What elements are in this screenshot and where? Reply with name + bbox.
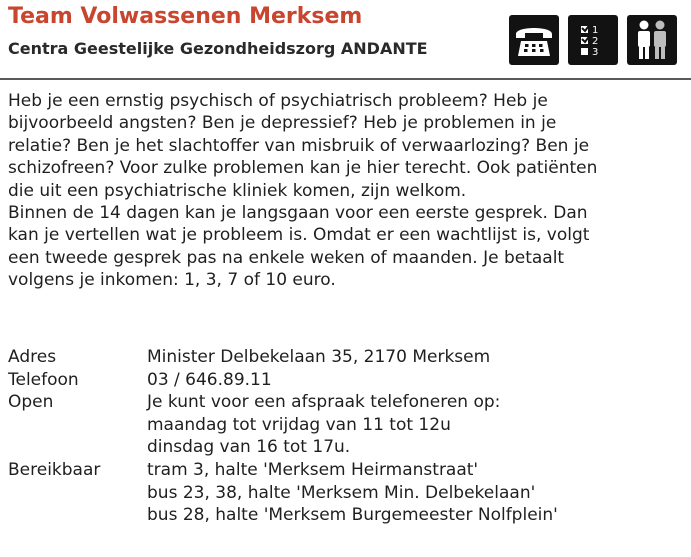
transport-line: bus 23, 38, halte 'Merksem Min. Delbekelaan' <box>147 482 536 503</box>
telephone-icon <box>509 15 559 65</box>
checklist-label-2: 2 <box>592 36 599 47</box>
phone-value: 03 / 646.89.11 <box>147 369 272 390</box>
description-line: die uit een psychiatrische kliniek komen, zijn welkom. <box>8 180 467 201</box>
description-line: Binnen de 14 dagen kan je langsgaan voor een eerste gesprek. Dan <box>8 203 588 224</box>
checklist-label-3: 3 <box>592 47 599 58</box>
transport-label: Bereikbaar <box>8 459 101 480</box>
hours-line: dinsdag van 16 tot 17u. <box>147 437 351 458</box>
page-title: Team Volwassenen Merksem <box>8 4 363 29</box>
description-line: kan je vertellen wat je probleem is. Omdat er een wachtlijst is, volgt <box>8 225 590 246</box>
description-line: bijvoorbeeld angsten? Ben je depressief? Heb je problemen in je <box>8 113 557 134</box>
description <box>8 90 648 292</box>
hours-line: Je kunt voor een afspraak telefoneren op: <box>147 392 501 413</box>
address-value: Minister Delbekelaan 35, 2170 Merksem <box>147 347 491 367</box>
icon-bar <box>509 15 677 65</box>
checklist-label-1: 1 <box>592 25 599 36</box>
description-line: een tweede gesprek pas na enkele weken of maanden. Je betaalt <box>8 247 565 268</box>
people-icon <box>627 15 677 65</box>
header-divider <box>0 78 691 80</box>
transport-line: tram 3, halte 'Merksem Heirmanstraat' <box>147 459 479 480</box>
phone-label: Telefoon <box>8 369 79 390</box>
transport-line: bus 28, halte 'Merksem Burgemeester Nolfplein' <box>147 505 558 526</box>
description-line: relatie? Ben je het slachtoffer van misbruik of verwaarlozing? Ben je <box>8 135 590 156</box>
address-label: Adres <box>8 347 57 367</box>
organization-subtitle: Centra Geestelijke Gezondheidszorg ANDANTE <box>8 39 428 58</box>
description-line: schizofreen? Voor zulke problemen kan je hier terecht. Ook patiënten <box>8 158 598 179</box>
hours-line: maandag tot vrijdag van 11 tot 12u <box>147 414 451 435</box>
description-line: Heb je een ernstig psychisch of psychiatrisch probleem? Heb je <box>8 91 548 111</box>
description-line: volgens je inkomen: 1, 3, 7 of 10 euro. <box>8 270 336 291</box>
checklist-icon <box>568 15 618 65</box>
hours-label: Open <box>8 392 54 413</box>
